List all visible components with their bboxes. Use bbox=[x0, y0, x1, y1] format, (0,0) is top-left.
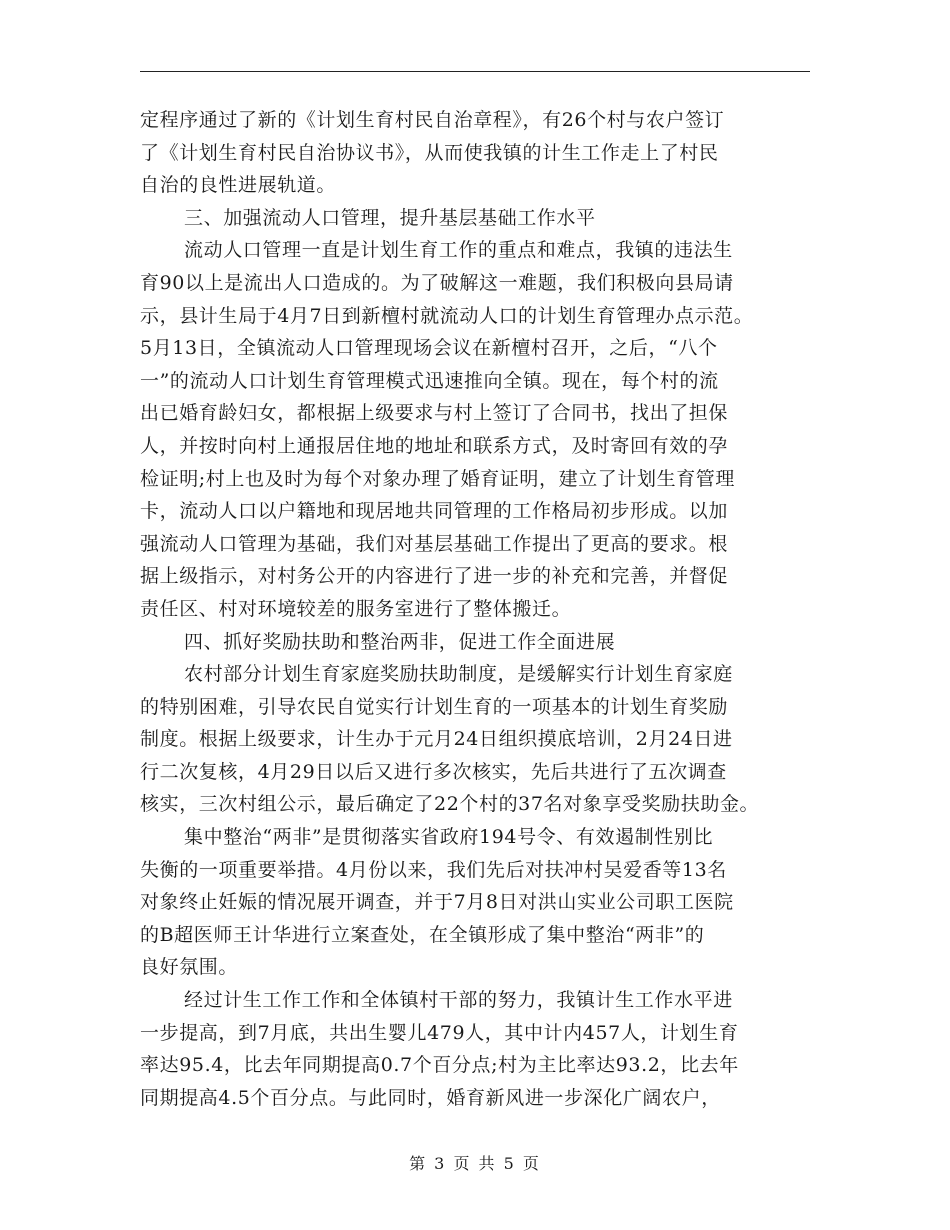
text-line: 强流动人口管理为基础，我们对基层基础工作提出了更高的要求。根 bbox=[140, 532, 729, 555]
text-line: 示，县计生局于4月7日到新檀村就流动人口的计划生育管理办点示范。 bbox=[140, 304, 754, 327]
text-line: 行二次复核，4月29日以后又进行多次核实，先后共进行了五次调查 bbox=[140, 760, 727, 783]
text-line: 责任区、村对环境较差的服务室进行了整体搬迁。 bbox=[140, 597, 572, 620]
text-line: 三、加强流动人口管理，提升基层基础工作水平 bbox=[184, 206, 596, 229]
text-line: 集中整治“两非”是贯彻落实省政府194号令、有效遏制性别比 bbox=[184, 826, 714, 849]
text-line: 一步提高，到7月底，共出生婴儿479人，其中计内457人，计划生育 bbox=[140, 1021, 739, 1044]
text-line: 率达95.4，比去年同期提高0.7个百分点;村为主比率达93.2，比去年 bbox=[140, 1054, 739, 1077]
text-line: 的B超医师王计华进行立案查处，在全镇形成了集中整治“两非”的 bbox=[140, 923, 705, 946]
text-line: 据上级指示，对村务公开的内容进行了进一步的补充和完善，并督促 bbox=[140, 565, 729, 588]
text-line: 自治的良性进展轨道。 bbox=[140, 174, 337, 197]
document-body bbox=[140, 104, 820, 1114]
text-line: 人，并按时向村上通报居住地的地址和联系方式，及时寄回有效的孕 bbox=[140, 434, 729, 457]
text-line: 卡，流动人口以户籍地和现居地共同管理的工作格局初步形成。以加 bbox=[140, 500, 729, 523]
text-line: 经过计生工作工作和全体镇村干部的努力，我镇计生工作水平进 bbox=[184, 989, 733, 1012]
text-line: 同期提高4.5个百分点。与此同时，婚育新风进一步深化广阔农户， bbox=[140, 1086, 721, 1109]
text-line: 农村部分计划生育家庭奖励扶助制度，是缓解实行计划生育家庭 bbox=[184, 663, 733, 686]
text-line: 检证明;村上也及时为每个对象办理了婚育证明，建立了计划生育管理 bbox=[140, 467, 736, 490]
text-line: 定程序通过了新的《计划生育村民自治章程》，有26个村与农户签订 bbox=[140, 109, 725, 131]
text-line: 流动人口管理一直是计划生育工作的重点和难点，我镇的违法生 bbox=[184, 239, 733, 262]
text-line: 出已婚育龄妇女，都根据上级要求与村上签订了合同书，找出了担保 bbox=[140, 402, 729, 425]
text-line: 了《计划生育村民自治协议书》，从而使我镇的计生工作走上了村民 bbox=[140, 141, 719, 164]
text-line: 制度。根据上级要求，计生办于元月24日组织摸底培训，2月24日进 bbox=[140, 728, 733, 751]
text-line: 育90以上是流出人口造成的。为了破解这一难题，我们积极向县局请 bbox=[140, 271, 734, 294]
text-line: 良好氛围。 bbox=[140, 956, 239, 979]
header-divider bbox=[140, 71, 810, 72]
text-line: 对象终止妊娠的情况展开调查，并于7月8日对洪山实业公司职工医院 bbox=[140, 891, 734, 914]
text-line: 的特别困难，引导农民自觉实行计划生育的一项基本的计划生育奖励 bbox=[140, 695, 729, 718]
text-line: 失衡的一项重要举措。4月份以来，我们先后对扶冲村吴爱香等13名 bbox=[140, 858, 727, 881]
text-line: 核实，三次村组公示，最后确定了22个村的37名对象享受奖励扶助金。 bbox=[140, 793, 760, 816]
text-line: 一”的流动人口计划生育管理模式迅速推向全镇。现在，每个村的流 bbox=[140, 369, 719, 392]
page-footer: 第 3 页 共 5 页 bbox=[409, 1154, 541, 1173]
text-line: 5月13日，全镇流动人口管理现场会议在新檀村召开，之后，“八个 bbox=[140, 337, 718, 360]
text-line: 四、抓好奖励扶助和整治两非，促进工作全面进展 bbox=[184, 630, 616, 653]
